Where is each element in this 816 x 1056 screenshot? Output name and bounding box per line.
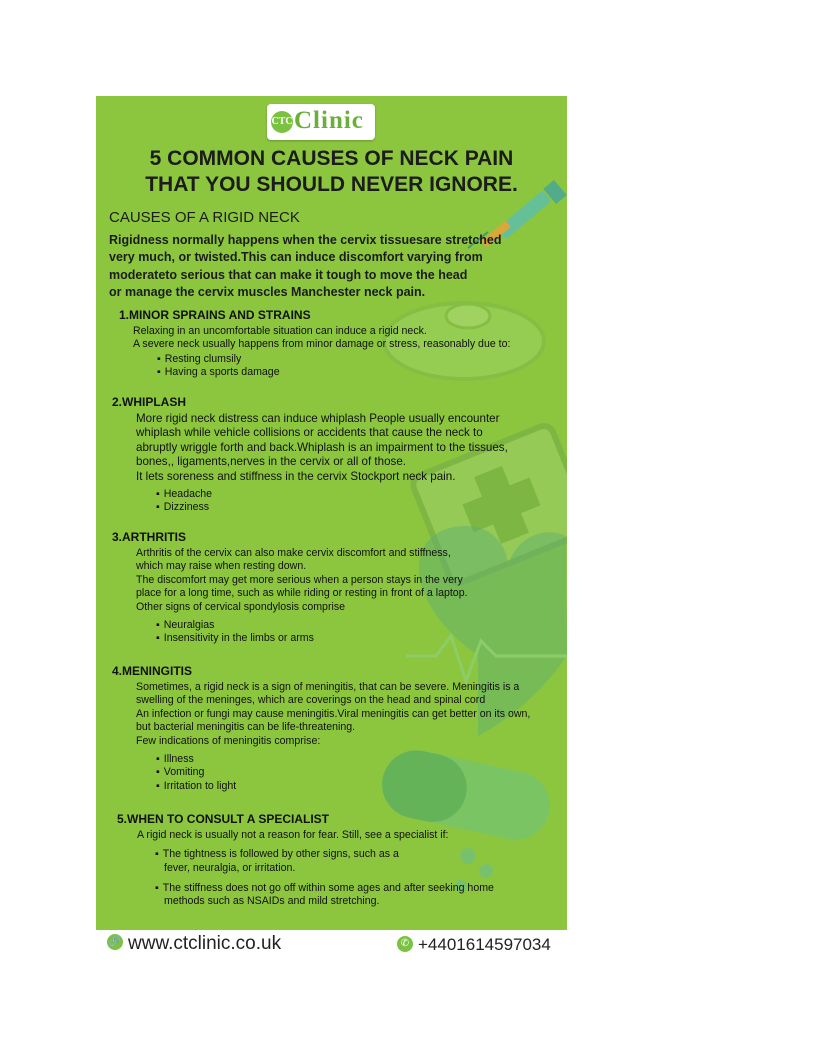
body-line: Arthritis of the cervix can also make cervix discomfort and stiffness, bbox=[136, 547, 451, 559]
body-line: which may raise when resting down. bbox=[136, 560, 307, 573]
body-line: A rigid neck is usually not a reason for fear. Still, see a specialist if: bbox=[137, 829, 449, 841]
body-line: An infection or fungi may cause meningitis.Viral meningitis can get better on its own, bbox=[136, 707, 531, 720]
list-item: ▪ Having a sports damage bbox=[157, 366, 510, 379]
body-line: abruptly wriggle forth and back.Whiplash is an impairment to the tissues, bbox=[136, 440, 508, 454]
bullet-list bbox=[117, 848, 494, 908]
list-item-text: methods such as NSAIDs and mild stretching. bbox=[164, 895, 380, 908]
website-link[interactable] bbox=[107, 933, 281, 955]
body-line: Other signs of cervical spondylosis comprise bbox=[136, 600, 346, 613]
website-text: www.ctclinic.co.uk bbox=[128, 933, 282, 954]
clinic-logo bbox=[267, 104, 375, 140]
logo-word: Clinic bbox=[294, 107, 364, 134]
cause-body bbox=[119, 325, 510, 352]
body-line: place for a long time, such as while riding or resting in front of a laptop. bbox=[136, 587, 468, 600]
infographic-poster bbox=[96, 96, 567, 930]
bullet-list bbox=[112, 619, 468, 646]
body-line: but bacterial meningitis can be life-threatening. bbox=[136, 721, 356, 734]
phone-icon: ✆ bbox=[397, 936, 413, 952]
cause-body bbox=[112, 547, 468, 614]
cause-section-whiplash bbox=[112, 395, 508, 515]
list-item: ▪ Headache bbox=[156, 488, 508, 501]
phone-link[interactable] bbox=[397, 935, 551, 955]
body-line: Sometimes, a rigid neck is a sign of meningitis, that can be severe. Meningitis is a bbox=[136, 681, 520, 693]
intro-line: or manage the cervix muscles Manchester neck pain. bbox=[109, 284, 426, 299]
intro-line: very much, or twisted.This can induce discomfort varying from bbox=[109, 250, 483, 265]
cause-section-sprains bbox=[119, 308, 510, 379]
cause-body bbox=[112, 412, 508, 484]
cause-title: 5.WHEN TO CONSULT A SPECIALIST bbox=[117, 812, 330, 826]
list-item-continuation bbox=[155, 895, 494, 908]
list-item: ▪ The stiffness does not go off within some ages and after seeking home bbox=[155, 882, 494, 895]
body-line: More rigid neck distress can induce whiplash People usually encounter bbox=[136, 412, 500, 425]
cause-title: 2.WHIPLASH bbox=[112, 395, 187, 409]
cause-section-arthritis bbox=[112, 530, 468, 646]
phone-text: +4401614597034 bbox=[418, 935, 551, 954]
body-line: A severe neck usually happens from minor damage or stress, reasonably due to: bbox=[133, 338, 511, 351]
bullet-list bbox=[112, 753, 530, 793]
list-item: ▪ The tightness is followed by other signs, such as a bbox=[155, 848, 494, 861]
body-line: It lets soreness and stiffness in the cervix Stockport neck pain. bbox=[136, 469, 456, 483]
body-line: Few indications of meningitis comprise: bbox=[136, 734, 321, 747]
body-line: bones,, ligaments,nerves in the cervix or all of those. bbox=[136, 455, 407, 469]
cause-title: 3.ARTHRITIS bbox=[112, 530, 187, 544]
list-item: ▪ Insensitivity in the limbs or arms bbox=[156, 632, 468, 645]
cause-body bbox=[117, 829, 494, 842]
cause-body bbox=[112, 681, 530, 748]
page-title bbox=[96, 146, 567, 198]
section-heading: CAUSES OF A RIGID NECK bbox=[109, 209, 300, 226]
list-item: ▪ Irritation to light bbox=[156, 780, 530, 793]
title-line: 5 COMMON CAUSES OF NECK PAIN bbox=[149, 147, 514, 170]
list-item: ▪ Vomiting bbox=[156, 766, 530, 779]
body-line: swelling of the meninges, which are coverings on the head and spinal cord bbox=[136, 694, 486, 707]
list-item-continuation bbox=[155, 862, 494, 875]
cause-title: 4.MENINGITIS bbox=[112, 664, 193, 678]
cause-section-specialist bbox=[117, 812, 494, 909]
title-line: THAT YOU SHOULD NEVER IGNORE. bbox=[145, 173, 518, 196]
intro-line: moderateto serious that can make it tough to move the head bbox=[109, 267, 468, 282]
body-line: Relaxing in an uncomfortable situation can induce a rigid neck. bbox=[133, 325, 427, 337]
list-item-text: fever, neuralgia, or irritation. bbox=[164, 861, 296, 874]
cause-title: 1.MINOR SPRAINS AND STRAINS bbox=[119, 308, 311, 322]
cause-section-meningitis bbox=[112, 664, 530, 793]
intro-line: Rigidness normally happens when the cervix tissuesare stretched bbox=[109, 233, 502, 247]
list-item: ▪ Illness bbox=[156, 753, 530, 766]
body-line: The discomfort may get more serious when a person stays in the very bbox=[136, 573, 463, 586]
list-item: ▪ Neuralgias bbox=[156, 619, 468, 632]
link-icon: 🔗 bbox=[107, 934, 123, 950]
bullet-list bbox=[112, 488, 508, 515]
logo-badge-icon: CTC bbox=[271, 111, 293, 133]
list-item: ▪ Resting clumsily bbox=[157, 353, 510, 366]
body-line: whiplash while vehicle collisions or accidents that cause the neck to bbox=[136, 426, 483, 440]
list-item: ▪ Dizziness bbox=[156, 501, 508, 514]
bullet-list bbox=[119, 353, 510, 380]
intro-paragraph bbox=[109, 232, 549, 301]
